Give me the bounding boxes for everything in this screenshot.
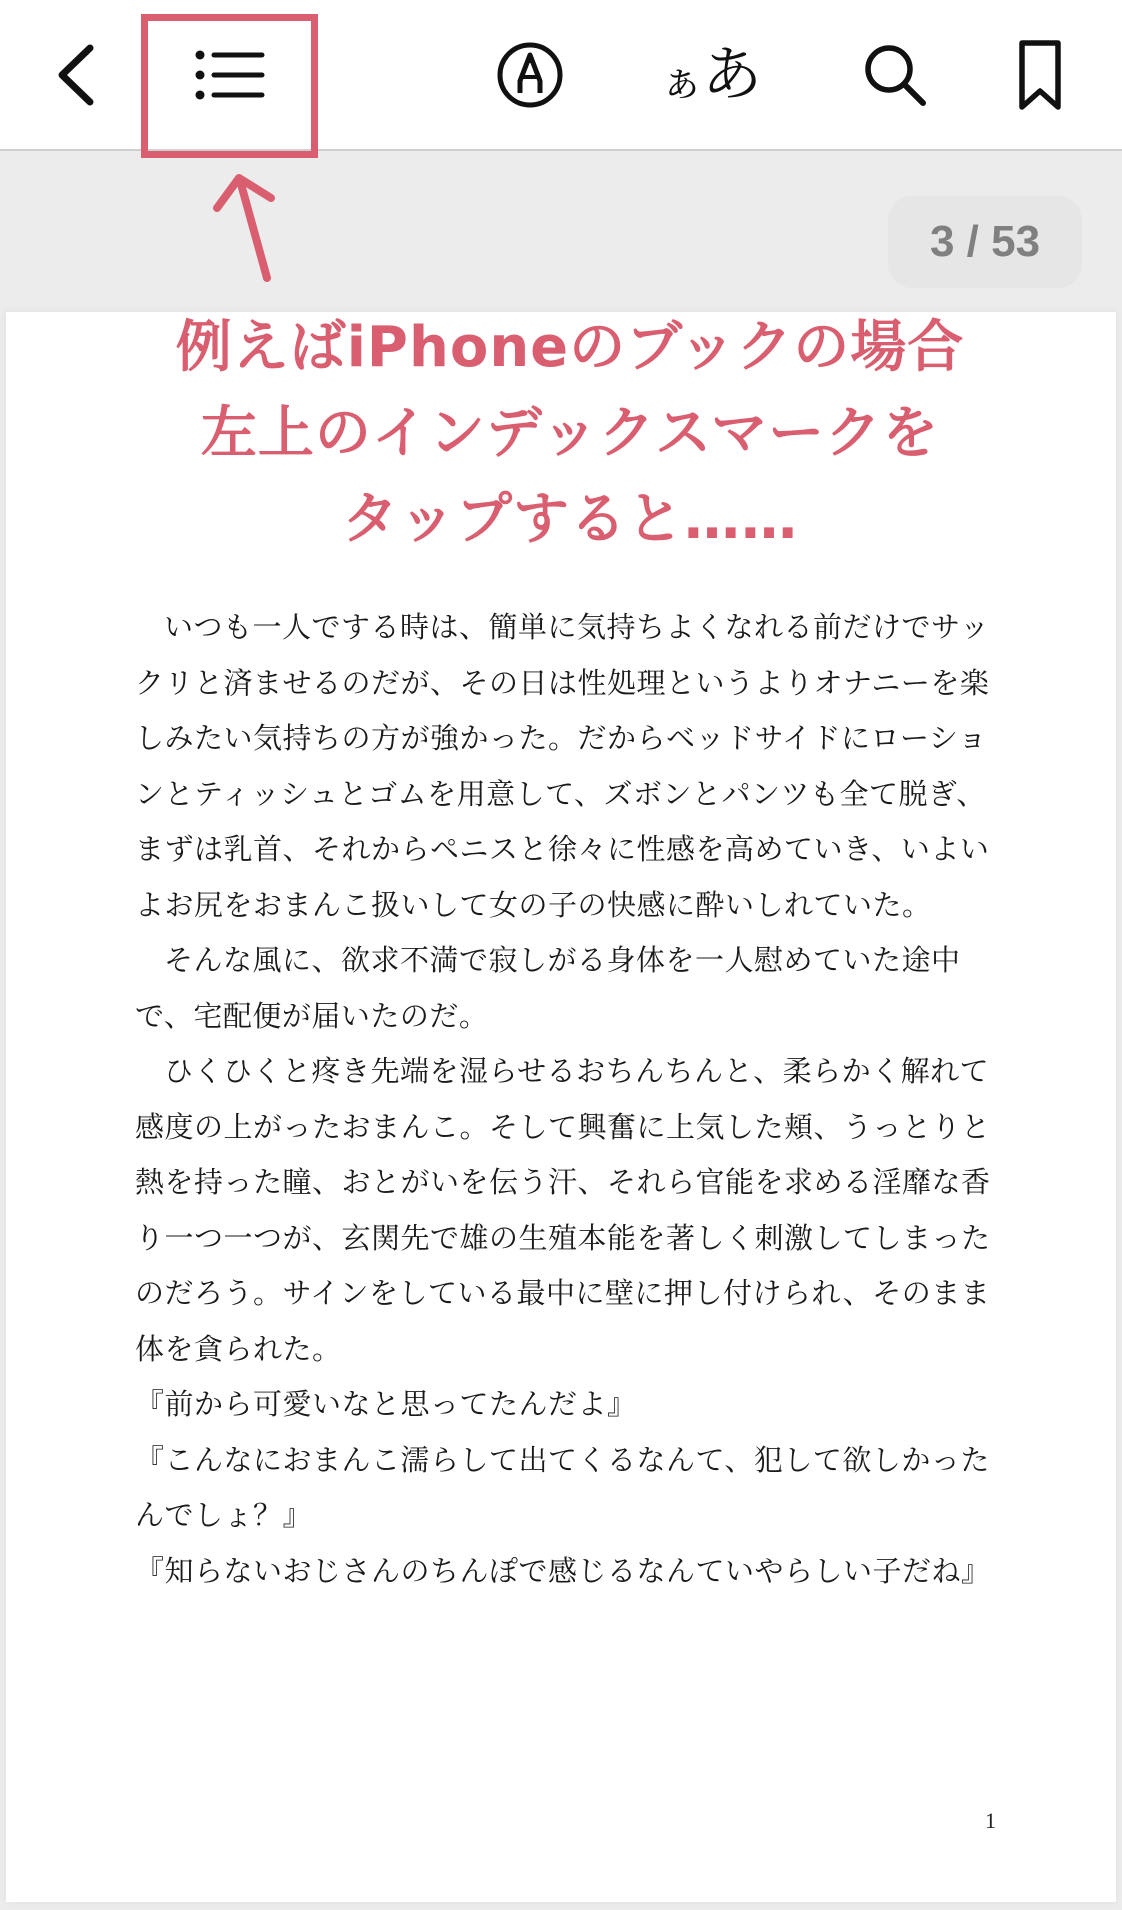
- pen-circle-icon: [496, 41, 564, 109]
- paragraph: ひくひくと疼き先端を湿らせるおちんちんと、柔らかく解れて感度の上がったおまんこ。そして興奮に上気した頬、うっとりと熱を持った瞳、おとがいを伝う汗、それら官能を求める淫靡な香り一つ一つが、玄関先で雄の生殖本能を著しく刺激してしまったのだろう。サインをしている最中に壁に押し付けられ、そのまま体を貪られた。: [135, 1054, 991, 1366]
- annotation-caption: [120, 305, 1020, 563]
- paragraph: そんな風に、欲求不満で寂しがる身体を一人慰めていた途中で、宅配便が届いたのだ。: [135, 943, 961, 1033]
- book-body-text: [135, 600, 1005, 1599]
- annotation-line-3: タップすると……: [342, 487, 798, 552]
- dialogue-line: 『前から可愛いなと思ってたんだよ』: [135, 1387, 637, 1421]
- annotation-line-2: 左上のインデックスマークを: [200, 401, 940, 466]
- markup-button[interactable]: [480, 20, 580, 130]
- bookmark-button[interactable]: [1000, 20, 1080, 130]
- bookmark-icon: [1017, 39, 1063, 111]
- chevron-left-icon: [52, 40, 98, 110]
- font-settings-button[interactable]: [650, 20, 770, 130]
- page-number: 1: [985, 1808, 996, 1833]
- toc-highlight-box: [141, 14, 318, 158]
- annotation-line-1: 例えばiPhoneのブックの場合: [175, 315, 965, 380]
- annotation-arrow-icon: [205, 170, 295, 285]
- font-size-label: ぁあ: [660, 40, 760, 110]
- dialogue-line: 『こんなにおまんこ濡らして出てくるなんて、犯して欲しかったんでしょ？』: [135, 1442, 990, 1532]
- search-icon: [863, 43, 927, 107]
- page-indicator: 3 / 53: [888, 196, 1082, 288]
- search-button[interactable]: [845, 20, 945, 130]
- back-button[interactable]: [40, 20, 110, 130]
- dialogue-line: 『知らないおじさんのちんぽで感じるなんていやらしい子だね』: [135, 1553, 991, 1588]
- paragraph: いつも一人でする時は、簡単に気持ちよくなれる前だけでサックリと済ませるのだが、その日は性処理というよりオナニーを楽しみたい気持ちの方が強かった。だからベッドサイドにローションとティッシュとゴムを用意して、ズボンとパンツも全て脱ぎ、まずは乳首、それからペニスと徐々に性感を高めていき、いよいよお尻をおまんこ扱いして女の子の快感に酔いしれていた。: [135, 610, 990, 922]
